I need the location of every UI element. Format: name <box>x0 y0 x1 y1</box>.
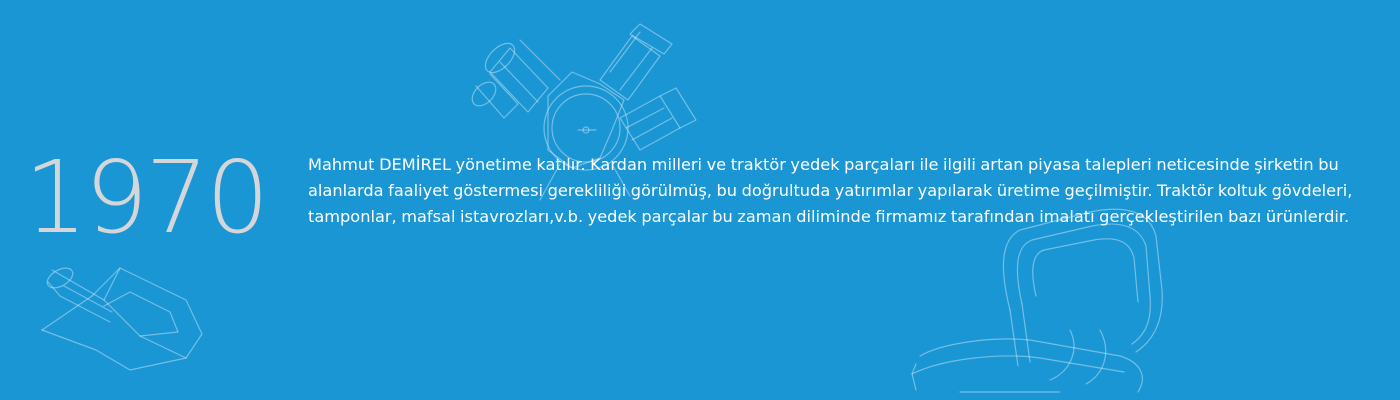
milestone-year: 1970 <box>24 139 267 256</box>
milestone-description: Mahmut DEMİREL yönetime katılır. Kardan milleri ve traktör yedek parçaları ile ilgili artan piyasa talepleri neticesinde şirketin bu alanlarda faaliyet göstermesi gerekliliği görülmüş, bu doğrultuda yatırımlar yapılarak üretime geçilmiştir. Traktör koltuk gövdeleri, tamponlar, mafsal istavrozları,v.b. yedek parçalar bu zaman diliminde firmamız tarafından imalatı gerçekleştirilen bazı ürünlerdir. <box>308 155 1353 226</box>
tractor-seat-drawing <box>912 209 1162 392</box>
spade-blade-drawing <box>42 264 202 370</box>
